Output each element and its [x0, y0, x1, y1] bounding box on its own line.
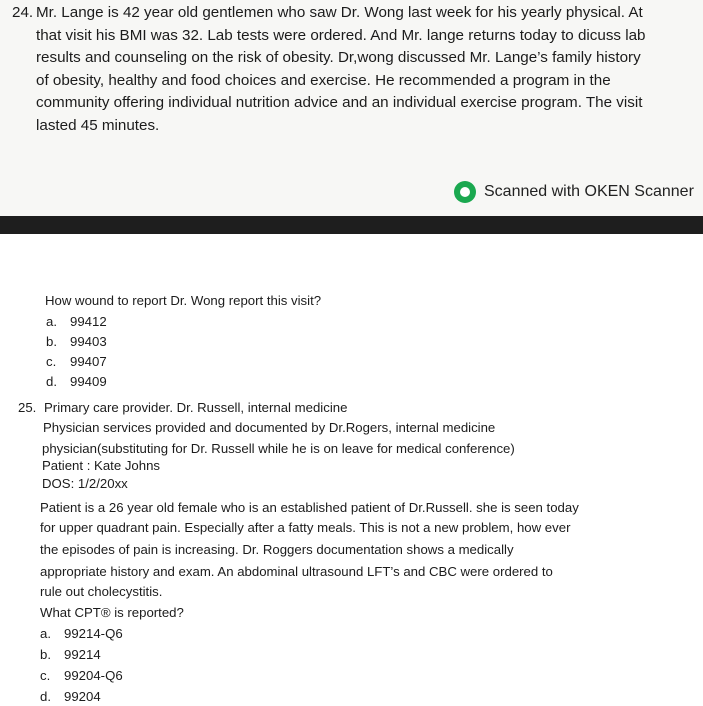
option-value: 99214	[64, 647, 101, 662]
option-value: 99204	[64, 689, 101, 704]
question-line: DOS: 1/2/20xx	[42, 476, 128, 491]
question-line: Patient is a 26 year old female who is an established patient of Dr.Russell. she is seen today	[40, 500, 579, 515]
question-line: rule out cholecystitis.	[40, 584, 163, 599]
option-value: 99407	[70, 354, 107, 369]
option-letter: c.	[46, 354, 57, 369]
answer-option	[40, 668, 123, 683]
question-line: What CPT® is reported?	[40, 605, 184, 620]
question-number: 25.	[18, 400, 37, 415]
question-line: Patient : Kate Johns	[42, 458, 161, 473]
option-value: 99409	[70, 374, 107, 389]
question-number: 24.	[12, 4, 34, 21]
answer-option	[46, 374, 107, 389]
page-divider	[0, 216, 703, 234]
option-letter: a.	[46, 314, 57, 329]
question-line: Physician services provided and documented by Dr.Rogers, internal medicine	[43, 420, 496, 435]
answer-option	[40, 647, 101, 662]
scanner-watermark	[454, 180, 694, 204]
question-line: lasted 45 minutes.	[36, 116, 160, 134]
option-value: 99403	[70, 334, 107, 349]
option-letter: a.	[40, 626, 51, 641]
scanner-watermark-text: Scanned with OKEN Scanner	[484, 183, 694, 200]
option-letter: b.	[46, 334, 57, 349]
question-24-text	[12, 2, 672, 138]
option-value: 99412	[70, 314, 107, 329]
question-line: results and counseling on the risk of obesity. Dr,wong discussed Mr. Lange’s family history	[36, 49, 641, 67]
question-line: Primary care provider. Dr. Russell, internal medicine	[44, 400, 348, 415]
question-line: appropriate history and exam. An abdominal ultrasound LFT’s and CBC were ordered to	[40, 564, 553, 579]
question-line: of obesity, healthy and food choices and exercise. He recommended a program in the	[36, 71, 611, 89]
answer-option	[46, 334, 107, 349]
question-prompt: How wound to report Dr. Wong report this visit?	[45, 293, 322, 308]
upper-page	[0, 0, 703, 216]
option-letter: d.	[40, 689, 51, 704]
option-letter: d.	[46, 374, 57, 389]
question-line: community offering individual nutrition advice and an individual exercise program. The visit	[36, 94, 643, 112]
question-line: for upper quadrant pain. Especially after a fatty meals. This is not a new problem, how ever	[40, 520, 571, 535]
oken-logo-icon	[454, 181, 476, 203]
option-value: 99204-Q6	[64, 668, 123, 683]
answer-option	[40, 626, 123, 641]
option-letter: c.	[40, 668, 51, 683]
answer-option	[46, 354, 107, 369]
question-line: Mr. Lange is 42 year old gentlemen who saw Dr. Wong last week for his yearly physical. At	[36, 4, 643, 21]
question-line: that visit his BMI was 32. Lab tests were ordered. And Mr. lange returns today to dicuss lab	[36, 26, 646, 44]
question-line: the episodes of pain is increasing. Dr. Roggers documentation shows a medically	[40, 542, 514, 557]
answer-option	[46, 314, 107, 329]
option-value: 99214-Q6	[64, 626, 123, 641]
question-line: physician(substituting for Dr. Russell while he is on leave for medical conference)	[42, 441, 515, 456]
option-letter: b.	[40, 647, 51, 662]
answer-option	[40, 689, 101, 704]
lower-page	[0, 234, 703, 706]
